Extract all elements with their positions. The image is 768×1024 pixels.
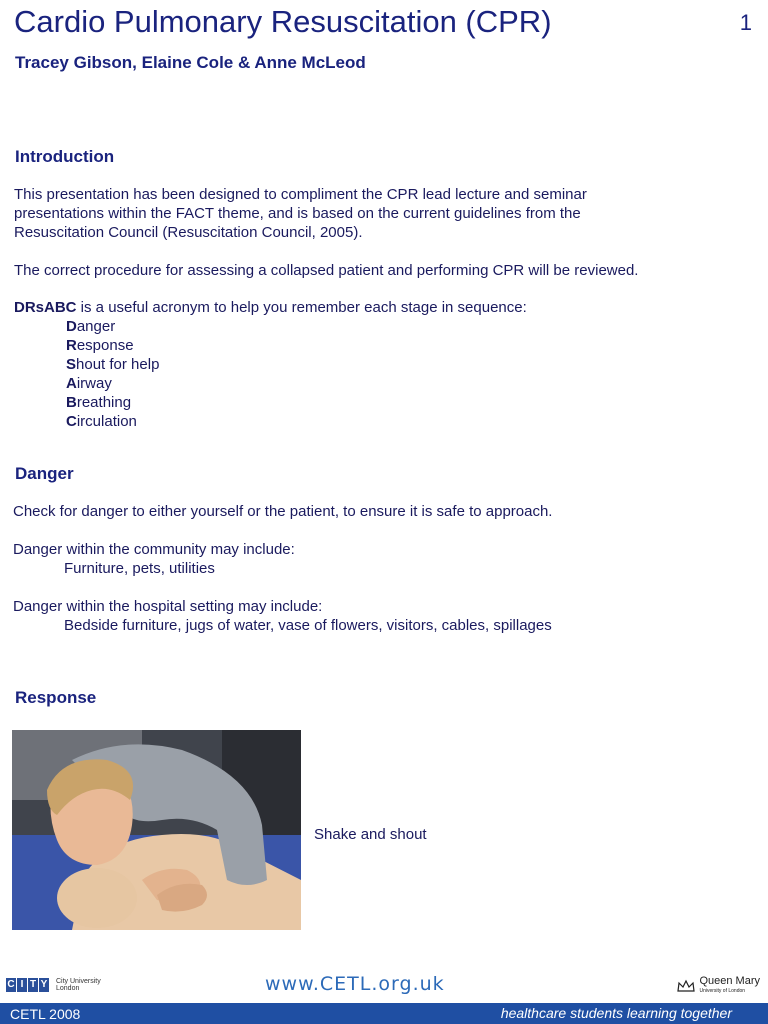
queen-mary-logo — [676, 976, 760, 996]
danger-heading: Danger — [15, 464, 74, 483]
intro-line-3: Resuscitation Council (Resuscitation Council, 2005). — [14, 224, 363, 241]
cetl-url: www.CETL.org.uk — [265, 973, 445, 995]
introduction-paragraph — [14, 185, 587, 242]
footer-tagline: healthcare students learning together — [500, 1005, 732, 1021]
acronym-item-shout: Shout for help — [66, 356, 160, 373]
acronym-item-response: Response — [66, 337, 134, 354]
intro-line-2: presentations within the FACT theme, and is based on the current guidelines from the — [14, 205, 581, 222]
page-title: Cardio Pulmonary Resuscitation (CPR) — [14, 4, 552, 39]
acronym-list — [66, 317, 159, 431]
footer-bar — [0, 1003, 768, 1024]
city-university-text: City University London — [56, 978, 101, 992]
danger-community-label: Danger within the community may include: — [13, 541, 295, 558]
danger-hospital-items: Bedside furniture, jugs of water, vase of flowers, visitors, cables, spillages — [64, 617, 552, 634]
danger-community-items: Furniture, pets, utilities — [64, 560, 215, 577]
response-heading: Response — [15, 688, 97, 707]
acronym-item-danger: Danger — [66, 318, 116, 335]
acronym-item-circulation: Circulation — [66, 413, 137, 430]
acronym-term: DRsABC — [14, 299, 77, 316]
acronym-item-breathing: Breathing — [66, 394, 132, 411]
footer-cetl-year: CETL 2008 — [10, 1006, 81, 1022]
city-wordmark: C I T Y — [7, 979, 48, 990]
authors: Tracey Gibson, Elaine Cole & Anne McLeod — [15, 53, 366, 72]
danger-hospital-label: Danger within the hospital setting may include: — [13, 598, 323, 615]
photo-caption: Shake and shout — [314, 826, 427, 843]
crown-icon — [676, 979, 696, 993]
queen-mary-text: Queen Mary University of London — [699, 975, 760, 994]
acronym-description: is a useful acronym to help you remember each stage in sequence: — [76, 299, 527, 316]
danger-check-text: Check for danger to either yourself or the patient, to ensure it is safe to approach. — [13, 503, 553, 520]
intro-line-1: This presentation has been designed to compliment the CPR lead lecture and seminar — [14, 186, 587, 203]
intro-paragraph-2: The correct procedure for assessing a collapsed patient and performing CPR will be reviewed. — [14, 262, 639, 279]
cpr-photo-illustration — [12, 730, 301, 930]
acronym-intro — [14, 298, 527, 317]
cpr-photo — [12, 730, 301, 930]
city-university-logo — [6, 978, 101, 992]
acronym-item-airway: Airway — [66, 375, 112, 392]
footer-logos — [0, 968, 768, 1004]
page-number: 1 — [739, 10, 752, 35]
introduction-heading: Introduction — [15, 147, 115, 166]
